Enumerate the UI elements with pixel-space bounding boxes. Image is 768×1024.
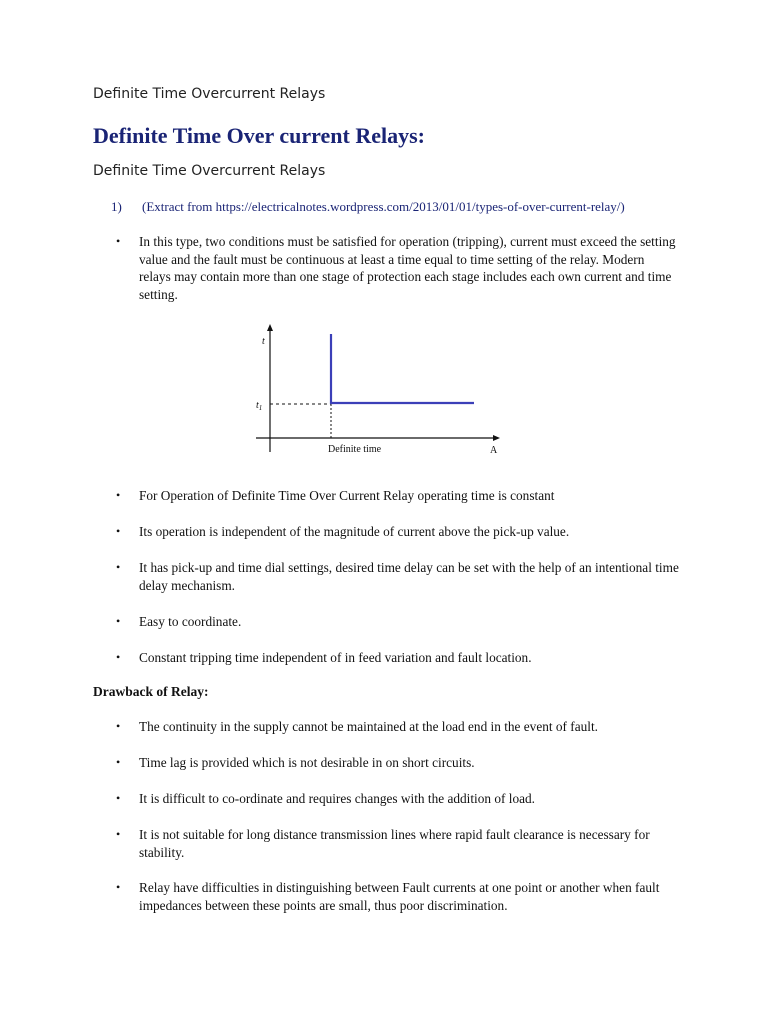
list-item-text: It is not suitable for long distance transmission lines where rapid fault clearance is necessary for stability. [139,827,650,860]
list-item-text: Easy to coordinate. [139,614,242,629]
bullet-icon: • [116,827,121,841]
reference-line [111,199,625,215]
list-item-text: Time lag is provided which is not desirable in on short circuits. [139,755,475,770]
y-axis-label: t [262,336,265,347]
list-item-text: For Operation of Definite Time Over Current Relay operating time is constant [139,488,555,503]
list-item-text: The continuity in the supply cannot be maintained at the load end in the event of fault. [139,719,598,734]
list-item-text: Constant tripping time independent of in feed variation and fault location. [139,650,532,665]
list-item-text: In this type, two conditions must be satisfied for operation (tripping), current must exceed the setting value and the fault must be continuous at least a time equal to time setting of the relay. Modern relays may contain more than one stage of protection each stage includes each own current and time setting. [139,234,676,302]
list-item-text: Relay have difficulties in distinguishing between Fault currents at one point or another when fault impedances between these points are small, thus poor discrimination. [139,880,660,913]
list-item-text: It is difficult to co-ordinate and requires changes with the addition of load. [139,791,535,806]
bullet-icon: • [116,234,121,248]
drawback-heading: Drawback of Relay: [93,684,209,699]
x-axis-arrow-icon [493,435,500,441]
bullet-icon: • [116,755,121,769]
reference-link[interactable]: (Extract from https://electricalnotes.wordpress.com/2013/01/01/types-of-over-current-relay/) [142,199,625,214]
list-item-text: Its operation is independent of the magnitude of current above the pick-up value. [139,524,570,539]
list-item-text: It has pick-up and time dial settings, desired time delay can be set with the help of an intentional time delay mechanism. [139,560,679,593]
bullet-icon: • [116,650,121,664]
x-axis-label: A [490,445,498,456]
threshold-label: $t_1$ [256,400,263,412]
reference-number: 1) [111,199,122,214]
bullet-icon: • [116,488,121,502]
definite-time-characteristic-figure [250,320,510,460]
page-subtitle: Definite Time Overcurrent Relays [93,163,326,179]
x-marker-label: Definite time [328,444,382,455]
document-title: Definite Time Overcurrent Relays [93,86,326,102]
page-heading: Definite Time Over current Relays: [93,123,425,148]
bullet-icon: • [116,614,121,628]
bullet-icon: • [116,524,121,538]
bullet-icon: • [116,560,121,574]
bullet-icon: • [116,719,121,733]
bullet-icon: • [116,791,121,805]
y-axis-arrow-icon [267,324,273,331]
bullet-icon: • [116,880,121,894]
characteristic-curve [331,334,474,403]
